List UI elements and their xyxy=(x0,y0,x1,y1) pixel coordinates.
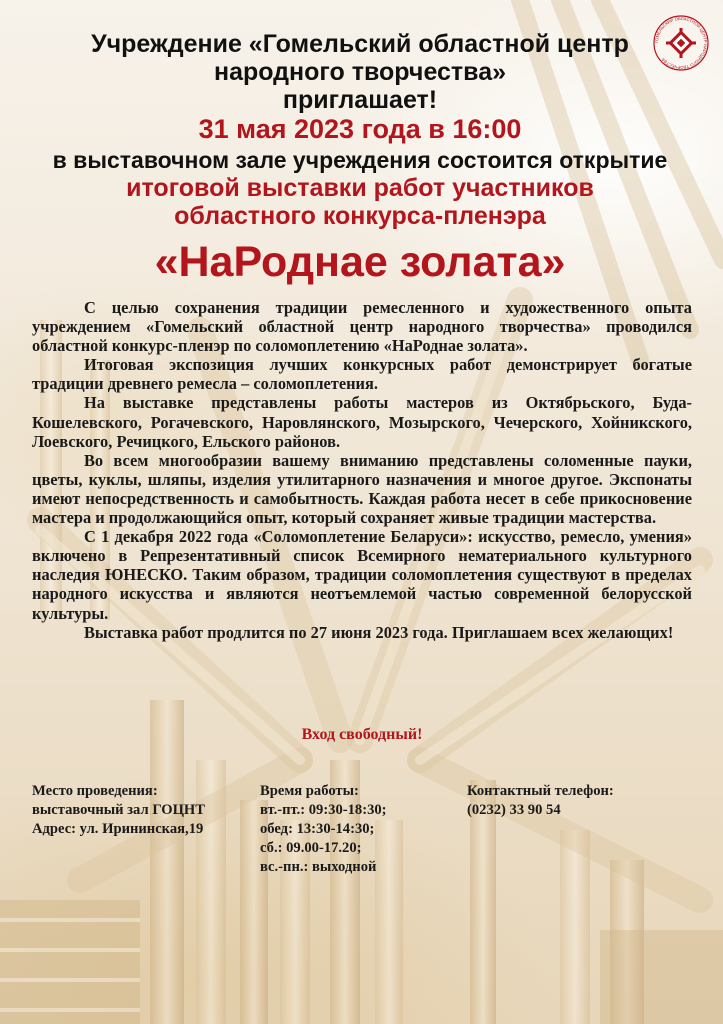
hours-weekdays: вт.-пт.: 09:30-18:30; xyxy=(260,802,387,818)
paragraph: На выставке представлены работы мастеров из Октябрьского, Буда-Кошелевского, Рогачевского, Наровлянского, Мозырского, Чечерского, Хойникского, Лоевского, Речицкого, Ельского районов. xyxy=(32,393,692,451)
phone-number[interactable]: (0232) 33 90 54 xyxy=(467,802,561,818)
phone-label: Контактный телефон: xyxy=(467,783,614,799)
venue-label: Место проведения: xyxy=(32,783,158,799)
logo-ring-text: ГОМЕЛЬСКИЙ ОБЛАСТНОЙ ЦЕНТР НАРОДНОГО ТВОРЧЕСТВА xyxy=(653,15,709,71)
hours-label: Время работы: xyxy=(260,783,359,799)
phone-info xyxy=(467,782,614,820)
header-org-line: народного творчества» xyxy=(213,58,507,86)
hours-lunch: обед: 13:30-14:30; xyxy=(260,821,375,837)
paragraph: С 1 декабря 2022 года «Соломоплетение Беларуси»: искусство, ремесло, умения» включено в Репрезентативный список Всемирного нематериального культурного наследия ЮНЕСКО. Таким образом, традиции соломоплетения существуют в пределах народного искусства и являются неотъемлемой частью современной белорусской культуры. xyxy=(32,527,692,623)
hours-closed: вс.-пн.: выходной xyxy=(260,859,377,875)
paragraph: С целью сохранения традиции ремесленного и художественного опыта учреждением «Гомельский областной центр народного творчества» проводился областной конкурс-пленэр по соломоплетению «НаРоднае золата». xyxy=(32,298,692,356)
paragraph: Итоговая экспозиция лучших конкурсных работ демонстрирует богатые традиции древнего ремесла – соломоплетения. xyxy=(32,355,692,394)
exhibition-title: «НаРоднае золата» xyxy=(154,238,566,286)
hours-saturday: сб.: 09.00-17.20; xyxy=(260,840,362,856)
header-invite: приглашает! xyxy=(282,86,438,114)
event-date: 31 мая 2023 года в 16:00 xyxy=(198,114,522,144)
venue-address: Адрес: ул. Ирининская,19 xyxy=(32,821,204,837)
header-exhibition-line: итоговой выставки работ участников xyxy=(126,174,594,202)
paragraph: Во всем многообразии вашему вниманию представлены соломенные пауки, цветы, куклы, шляпы, изделия утилитарного назначения и многое другое. Экспонаты имеют непосредственность и самобытность. Каждая работа несет в себе прикосновение мастера и продолжающийся опыт, который сохраняет живые традиции мастерства. xyxy=(32,450,692,528)
free-entry: Вход свободный! xyxy=(301,726,423,743)
description xyxy=(32,298,692,642)
hours-info xyxy=(260,782,387,877)
venue-info xyxy=(32,782,205,839)
header-venue-line: в выставочном зале учреждения состоится открытие xyxy=(52,147,668,173)
venue-name: выставочный зал ГОЦНТ xyxy=(32,802,206,818)
header-org-line: Учреждение «Гомельский областной центр xyxy=(91,30,629,58)
header-contest-line: областного конкурса-пленэра xyxy=(174,202,546,230)
paragraph: Выставка работ продлится по 27 июня 2023 года. Приглашаем всех желающих! xyxy=(84,622,674,642)
